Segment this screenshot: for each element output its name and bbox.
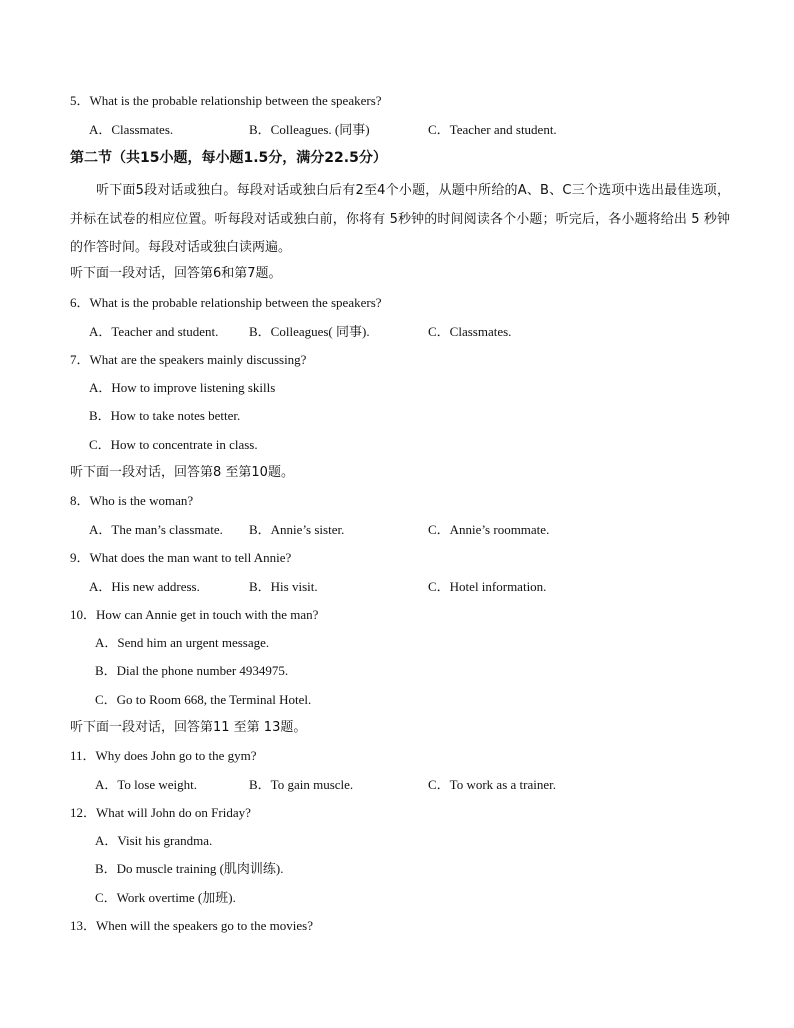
q12-option-a: A．Visit his grandma.: [95, 833, 213, 848]
question-9: 9．What does the man want to tell Annie?: [70, 550, 292, 565]
question-7: 7．What are the speakers mainly discussing?: [70, 352, 307, 367]
q7-option-c: C．How to concentrate in class.: [89, 437, 258, 452]
q5-option-a: A．Classmates.: [89, 122, 174, 137]
q11-option-c: C．To work as a trainer.: [428, 777, 556, 792]
q6-option-c: C．Classmates.: [428, 324, 512, 339]
section-2-instructions: 听下面5段对话或独白。每段对话或独白后有2至4个小题，从题中所给的A、B、C三个选项中选出最佳选项，并标在试卷的相应位置。听每段对话或独白前，你将有 5秒钟的时间阅读各个小题；听完后，各小题将给出 5 秒钟的作答时间。每段对话或独白读两遍。: [70, 183, 730, 255]
question-10: 10．How can Annie get in touch with the man?: [70, 607, 319, 622]
q12-option-c: C．Work overtime (加班).: [95, 890, 236, 905]
q7-option-a: A．How to improve listening skills: [89, 380, 276, 395]
question-12: 12．What will John do on Friday?: [70, 805, 251, 820]
q6-option-a: A．Teacher and student.: [89, 324, 219, 339]
q10-option-b: B．Dial the phone number 4934975.: [95, 663, 289, 678]
q5-option-b: B．Colleagues. (同事): [249, 122, 370, 137]
q11-option-b: B．To gain muscle.: [249, 777, 354, 792]
q8-option-c: C．Annie’s roommate.: [428, 522, 550, 537]
question-6: 6．What is the probable relationship between the speakers?: [70, 295, 382, 310]
dialogue-note-6-7: 听下面一段对话，回答第6和第7题。: [70, 266, 282, 281]
q6-option-b: B．Colleagues( 同事).: [249, 324, 370, 339]
q10-option-c: C．Go to Room 668, the Terminal Hotel.: [95, 692, 312, 707]
q5-option-c: C．Teacher and student.: [428, 122, 557, 137]
question-13: 13．When will the speakers go to the movies?: [70, 918, 313, 933]
dialogue-note-11-13: 听下面一段对话，回答第11 至第 13题。: [70, 720, 307, 735]
q9-option-a: A．His new address.: [89, 579, 200, 594]
q7-option-b: B．How to take notes better.: [89, 408, 241, 423]
q9-option-b: B．His visit.: [249, 579, 318, 594]
question-11: 11．Why does John go to the gym?: [70, 748, 257, 763]
q9-option-c: C．Hotel information.: [428, 579, 547, 594]
question-8: 8．Who is the woman?: [70, 493, 194, 508]
section-2-title: 第二节（共15小题，每小题1.5分，满分22.5分）: [70, 150, 387, 166]
q12-option-b: B．Do muscle training (肌肉训练).: [95, 861, 284, 876]
q8-option-a: A．The man’s classmate.: [89, 522, 223, 537]
q8-option-b: B．Annie’s sister.: [249, 522, 345, 537]
question-5: 5．What is the probable relationship between the speakers?: [70, 93, 382, 108]
dialogue-note-8-10: 听下面一段对话，回答第8 至第10题。: [70, 465, 294, 480]
q10-option-a: A．Send him an urgent message.: [95, 635, 270, 650]
q11-option-a: A．To lose weight.: [95, 777, 197, 792]
